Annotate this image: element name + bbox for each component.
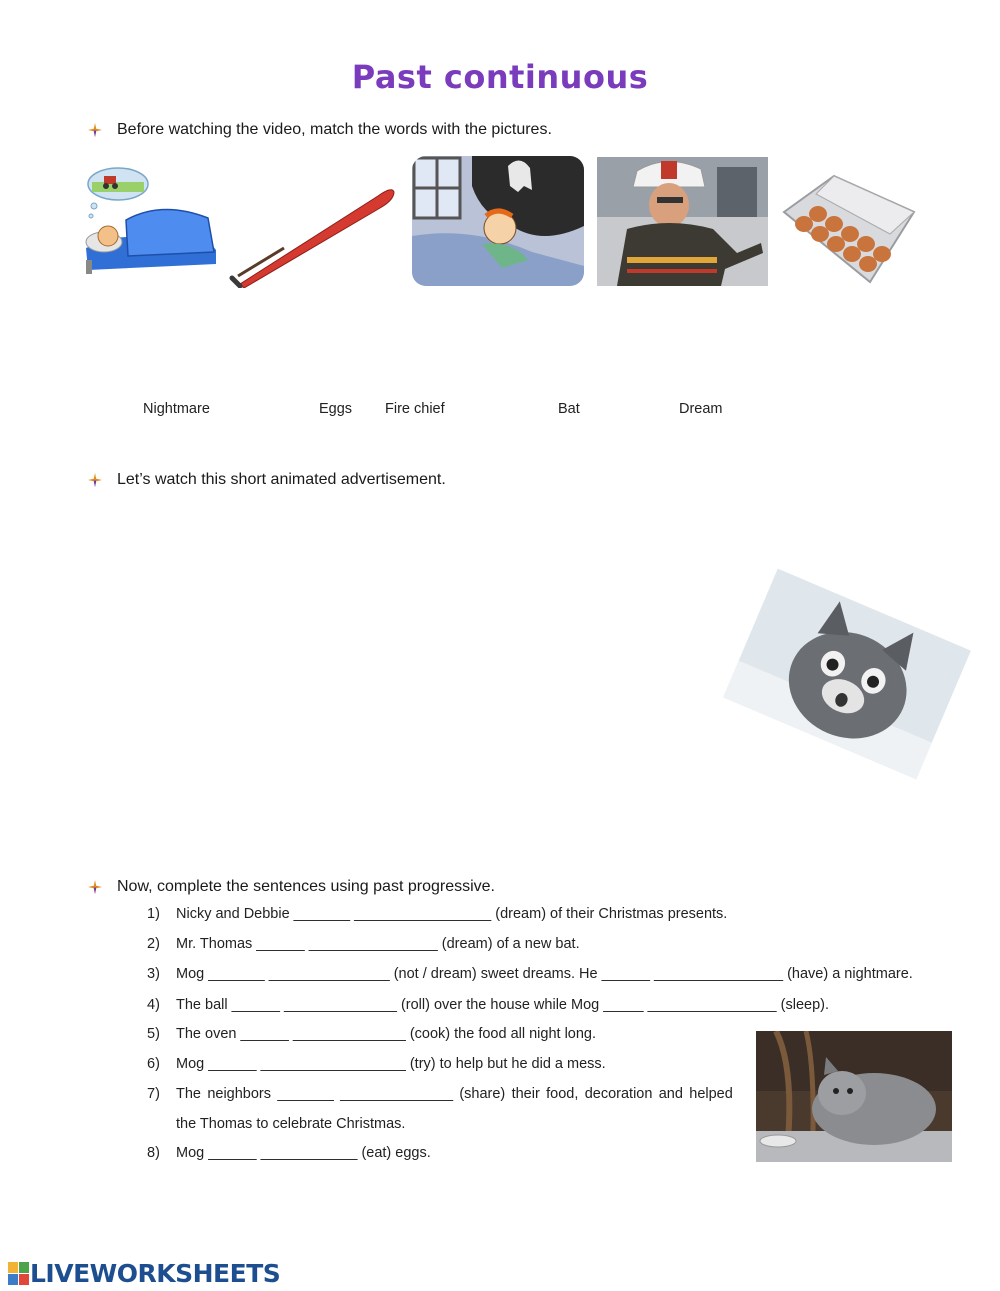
nightmare-icon bbox=[412, 156, 584, 286]
egg-carton-photo bbox=[780, 172, 918, 286]
sentence-number: 4) bbox=[147, 997, 160, 1013]
instruction-complete bbox=[88, 878, 495, 896]
sentence-1 bbox=[147, 906, 727, 922]
bullet-icon bbox=[88, 880, 102, 894]
word-eggs: Eggs bbox=[319, 401, 353, 417]
instruction-match bbox=[88, 121, 552, 139]
sentence-number: 1) bbox=[147, 906, 160, 922]
fire-chief-photo bbox=[597, 157, 768, 286]
word-dream: Dream bbox=[679, 401, 723, 417]
sentence-4 bbox=[147, 997, 829, 1013]
liveworksheets-logo-icon bbox=[8, 1262, 30, 1286]
instruction-match-text: Before watching the video, match the words with the pictures. bbox=[117, 121, 552, 138]
sentence-number: 2) bbox=[147, 936, 160, 952]
baseball-bat-icon bbox=[228, 184, 398, 288]
sentence-text: Mog ______ __________________ (try) to help but he did a mess. bbox=[176, 1056, 606, 1072]
sentence-6 bbox=[147, 1056, 606, 1072]
sentence-text: Mog _______ _______________ (not / dream) sweet dreams. He ______ ________________ (have) a nightmare. bbox=[176, 966, 913, 982]
bullet-icon bbox=[88, 473, 102, 487]
sentence-text: Nicky and Debbie _______ _________________ (dream) of their Christmas presents. bbox=[176, 906, 728, 922]
sentence-2 bbox=[147, 936, 580, 952]
sentence-text: The ball ______ ______________ (roll) over the house while Mog _____ ________________ (sleep). bbox=[176, 997, 829, 1013]
sentence-text: Mr. Thomas ______ ________________ (dream) of a new bat. bbox=[176, 936, 580, 952]
sentence-text: The oven ______ ______________ (cook) the food all night long. bbox=[176, 1026, 597, 1042]
page-title: Past continuous bbox=[351, 58, 649, 96]
dream-bed-icon bbox=[82, 160, 220, 278]
sentence-8 bbox=[147, 1145, 431, 1161]
sentence-3 bbox=[147, 966, 913, 982]
sentence-5 bbox=[147, 1026, 596, 1042]
instruction-complete-text: Now, complete the sentences using past progressive. bbox=[117, 878, 495, 895]
sentence-number: 6) bbox=[147, 1056, 160, 1072]
cat-photo-snow bbox=[723, 569, 971, 780]
sentence-text: The neighbors _______ ______________ (share) their food, decoration and helped bbox=[176, 1086, 733, 1102]
cat-photo-kitchen bbox=[756, 1031, 952, 1162]
word-bat: Bat bbox=[558, 401, 580, 417]
sentence-number: 5) bbox=[147, 1026, 160, 1042]
liveworksheets-logo bbox=[8, 1259, 280, 1288]
sentence-number: 7) bbox=[147, 1086, 160, 1102]
sentence-7 bbox=[147, 1086, 733, 1102]
word-nightmare: Nightmare bbox=[143, 401, 210, 417]
bullet-icon bbox=[88, 123, 102, 137]
sentence-number: 3) bbox=[147, 966, 160, 982]
liveworksheets-logo-text: LIVEWORKSHEETS bbox=[30, 1259, 281, 1288]
sentence-number: 8) bbox=[147, 1145, 160, 1161]
sentence-text: Mog ______ ____________ (eat) eggs. bbox=[176, 1145, 431, 1161]
instruction-watch-text: Let’s watch this short animated advertisement. bbox=[117, 471, 446, 488]
word-fire-chief: Fire chief bbox=[385, 401, 445, 417]
instruction-watch bbox=[88, 471, 446, 489]
sentence-7-continuation: the Thomas to celebrate Christmas. bbox=[176, 1116, 406, 1132]
